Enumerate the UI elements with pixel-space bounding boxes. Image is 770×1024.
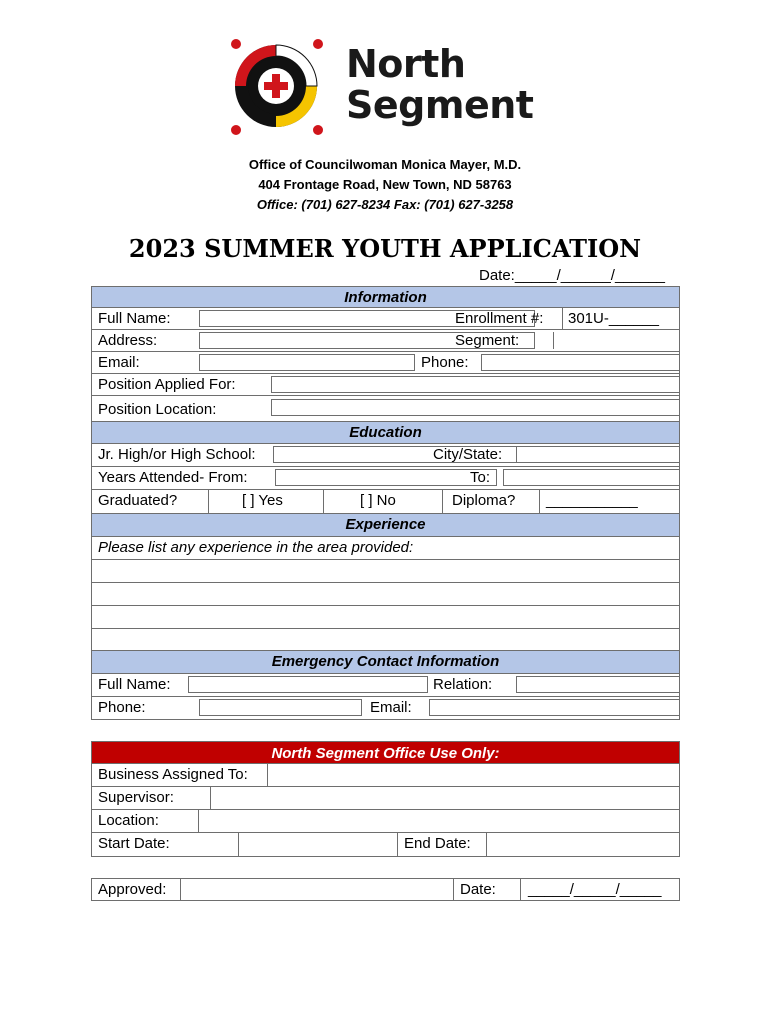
city-state-label: City/State: bbox=[433, 446, 503, 463]
position-applied-field[interactable] bbox=[271, 376, 680, 393]
graduated-yes-option[interactable]: [ ] Yes bbox=[242, 492, 283, 509]
row-school bbox=[91, 444, 680, 467]
emergency-header: Emergency Contact Information bbox=[91, 651, 680, 674]
business-assigned-label: Business Assigned To: bbox=[98, 766, 248, 783]
logo-cross-horizontal bbox=[264, 82, 288, 90]
row-business-assigned bbox=[91, 764, 680, 787]
years-from-label: Years Attended- From: bbox=[98, 469, 248, 486]
experience-line-2[interactable] bbox=[91, 583, 680, 606]
row-address bbox=[91, 330, 680, 352]
enrollment-field[interactable]: 301U-______ bbox=[568, 310, 659, 327]
phone-field[interactable] bbox=[481, 354, 680, 371]
supervisor-label: Supervisor: bbox=[98, 789, 174, 806]
row-position-applied bbox=[91, 374, 680, 396]
office-name: Office of Councilwoman Monica Mayer, M.D. bbox=[248, 157, 522, 172]
row-full-name bbox=[91, 308, 680, 330]
school-label: Jr. High/or High School: bbox=[98, 446, 256, 463]
row-location bbox=[91, 810, 680, 833]
graduated-no-option[interactable]: [ ] No bbox=[360, 492, 396, 509]
row-emergency-phone bbox=[91, 697, 680, 720]
office-use-header: North Segment Office Use Only: bbox=[91, 741, 680, 764]
experience-line-1[interactable] bbox=[91, 560, 680, 583]
relation-field[interactable] bbox=[516, 676, 680, 693]
email-field[interactable] bbox=[199, 354, 415, 371]
location-label: Location: bbox=[98, 812, 159, 829]
phone-label: Phone: bbox=[421, 354, 469, 371]
information-header: Information bbox=[91, 286, 680, 308]
experience-line-3[interactable] bbox=[91, 606, 680, 629]
address-label: Address: bbox=[98, 332, 158, 349]
position-location-label: Position Location: bbox=[98, 401, 217, 418]
location-field[interactable] bbox=[198, 810, 199, 832]
office-phone-fax: Office: (701) 627-8234 Fax: (701) 627-3258 bbox=[256, 197, 514, 212]
diploma-divider bbox=[539, 490, 540, 513]
brand-name bbox=[346, 44, 533, 126]
experience-line-4[interactable] bbox=[91, 629, 680, 651]
emergency-phone-field[interactable] bbox=[199, 699, 362, 716]
education-header: Education bbox=[91, 422, 680, 444]
enrollment-divider bbox=[562, 308, 563, 329]
city-state-field[interactable] bbox=[516, 446, 680, 463]
enrollment-label: Enrollment #: bbox=[455, 310, 544, 327]
north-segment-logo bbox=[226, 36, 326, 136]
end-date-label: End Date: bbox=[404, 835, 471, 852]
row-email bbox=[91, 352, 680, 374]
start-date-label: Start Date: bbox=[98, 835, 170, 852]
logo-dot-top-right bbox=[313, 39, 323, 49]
emergency-email-label: Email: bbox=[370, 699, 412, 716]
brand-line-1: North bbox=[346, 42, 466, 86]
office-address: 404 Frontage Road, New Town, ND 58763 bbox=[258, 177, 512, 192]
diploma-label: Diploma? bbox=[452, 492, 516, 509]
business-assigned-field[interactable] bbox=[267, 764, 268, 786]
diploma-field[interactable]: ___________ bbox=[546, 492, 638, 509]
emergency-full-name-label: Full Name: bbox=[98, 676, 171, 693]
graduated-label: Graduated? bbox=[98, 492, 178, 509]
logo-dot-bottom-right bbox=[313, 125, 323, 135]
page-title: 2023 SUMMER YOUTH APPLICATION bbox=[128, 234, 642, 263]
approved-label: Approved: bbox=[98, 881, 167, 898]
segment-field[interactable] bbox=[553, 332, 680, 349]
segment-label: Segment: bbox=[455, 332, 520, 349]
row-start-end-date bbox=[91, 833, 680, 857]
to-field[interactable] bbox=[503, 469, 680, 486]
approval-date-divider bbox=[520, 879, 521, 901]
supervisor-field[interactable] bbox=[210, 787, 211, 809]
graduated-divider-2 bbox=[323, 490, 324, 513]
graduated-divider-1 bbox=[208, 490, 209, 513]
approved-divider bbox=[453, 879, 454, 901]
emergency-full-name-field[interactable] bbox=[188, 676, 428, 693]
logo-dot-top-left bbox=[231, 39, 241, 49]
start-date-divider bbox=[397, 833, 398, 856]
row-years bbox=[91, 467, 680, 490]
start-date-field[interactable] bbox=[238, 833, 239, 856]
experience-header: Experience bbox=[91, 514, 680, 537]
brand-line-2: Segment bbox=[346, 83, 534, 127]
experience-instruction: Please list any experience in the area provided: bbox=[98, 539, 414, 556]
logo-dot-bottom-left bbox=[231, 125, 241, 135]
approved-field[interactable] bbox=[180, 879, 181, 901]
emergency-phone-label: Phone: bbox=[98, 699, 146, 716]
end-date-field[interactable] bbox=[486, 833, 487, 856]
emergency-email-field[interactable] bbox=[429, 699, 680, 716]
row-graduated bbox=[91, 490, 680, 514]
row-supervisor bbox=[91, 787, 680, 810]
experience-instruction-row bbox=[91, 537, 680, 560]
to-label: To: bbox=[470, 469, 491, 486]
years-from-field[interactable] bbox=[275, 469, 497, 486]
row-position-location bbox=[91, 396, 680, 422]
application-date: Date:_____/______/______ bbox=[479, 267, 666, 284]
row-emergency-name bbox=[91, 674, 680, 697]
email-label: Email: bbox=[98, 354, 140, 371]
position-applied-label: Position Applied For: bbox=[98, 376, 236, 393]
approval-date-field[interactable]: _____/_____/_____ bbox=[528, 881, 662, 898]
graduated-divider-3 bbox=[442, 490, 443, 513]
approval-date-label: Date: bbox=[460, 881, 496, 898]
position-location-field[interactable] bbox=[271, 399, 680, 416]
relation-label: Relation: bbox=[433, 676, 493, 693]
row-approved bbox=[91, 878, 680, 901]
full-name-label: Full Name: bbox=[98, 310, 171, 327]
